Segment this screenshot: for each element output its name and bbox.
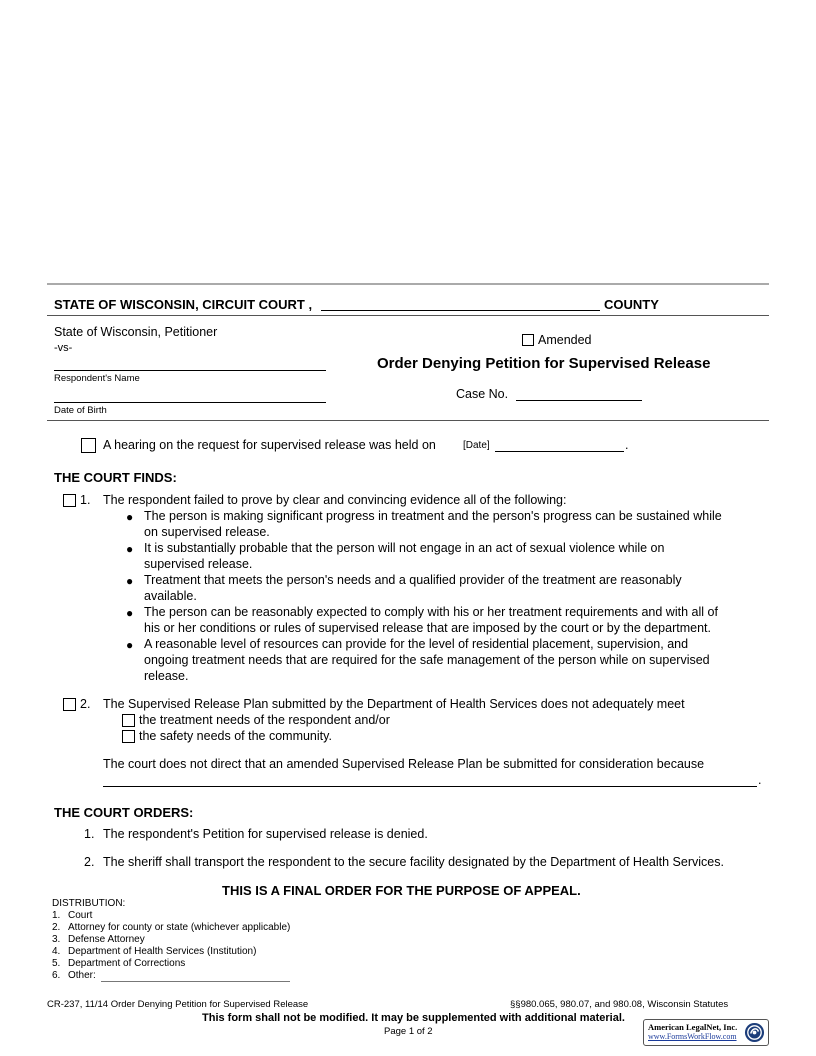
- finding-1-bullet-4-line-1: The person can be reasonably expected to comply with his or her treatment requirements and with all of: [144, 605, 718, 619]
- county-field[interactable]: [321, 310, 600, 311]
- distribution-number: 2.: [52, 922, 61, 933]
- legalnet-seal-icon: [744, 1022, 765, 1043]
- distribution-item: Department of Corrections: [68, 958, 186, 969]
- distribution-item: Department of Health Services (Institution): [68, 946, 257, 957]
- distribution-number: 4.: [52, 946, 61, 957]
- caption-rule: [47, 420, 769, 421]
- finding-1-bullet-1-line-2: on supervised release.: [144, 525, 270, 539]
- date-of-birth-field[interactable]: [54, 402, 326, 403]
- court-finds-heading: THE COURT FINDS:: [54, 470, 177, 485]
- distribution-item: Attorney for county or state (whichever applicable): [68, 922, 291, 933]
- logo-name: American LegalNet, Inc.: [648, 1022, 738, 1032]
- finding-1-checkbox[interactable]: [63, 494, 76, 507]
- order-1-text: The respondent's Petition for supervised release is denied.: [103, 827, 428, 841]
- finding-2-number: 2.: [80, 697, 91, 711]
- finding-1-bullet-3-line-2: available.: [144, 589, 197, 603]
- treatment-needs-checkbox[interactable]: [122, 714, 135, 727]
- form-title: Order Denying Petition for Supervised Release: [377, 355, 711, 372]
- finding-1-text: The respondent failed to prove by clear and convincing evidence all of the following:: [103, 493, 567, 507]
- court-heading: STATE OF WISCONSIN, CIRCUIT COURT ,: [54, 297, 313, 312]
- bullet-icon: ●: [126, 510, 134, 524]
- bullet-icon: ●: [126, 638, 134, 652]
- bullet-icon: ●: [126, 606, 134, 620]
- finding-1-bullet-3-line-1: Treatment that meets the person's needs and a qualified provider of the treatment are reasonably: [144, 573, 682, 587]
- vs-text: -vs-: [54, 342, 73, 354]
- court-orders-heading: THE COURT ORDERS:: [54, 805, 194, 820]
- safety-needs-checkbox[interactable]: [122, 730, 135, 743]
- order-2-number: 2.: [84, 855, 95, 869]
- hearing-date-field[interactable]: [495, 451, 624, 452]
- amended-checkbox[interactable]: [522, 334, 534, 346]
- respondent-name-label: Respondent's Name: [54, 373, 140, 384]
- finding-1-bullet-2-line-1: It is substantially probable that the person will not engage in an act of sexual violence while on: [144, 541, 665, 555]
- distribution-item: Other:: [68, 970, 96, 981]
- distribution-other-field[interactable]: [101, 981, 290, 982]
- date-of-birth-label: Date of Birth: [54, 405, 107, 416]
- amended-plan-period: .: [758, 773, 762, 787]
- county-label: COUNTY: [604, 297, 659, 312]
- finding-1-bullet-2-line-2: supervised release.: [144, 557, 253, 571]
- finding-1-number: 1.: [80, 493, 91, 507]
- amended-label: Amended: [538, 333, 592, 347]
- distribution-number: 3.: [52, 934, 61, 945]
- hearing-text: A hearing on the request for supervised release was held on: [103, 438, 436, 452]
- distribution-number: 6.: [52, 970, 61, 981]
- bullet-icon: ●: [126, 542, 134, 556]
- distribution-number: 5.: [52, 958, 61, 969]
- top-rule: [47, 283, 769, 285]
- distribution-heading: DISTRIBUTION:: [52, 898, 126, 909]
- logo-url[interactable]: www.FormsWorkFlow.com: [648, 1032, 737, 1041]
- distribution-item: Defense Attorney: [68, 934, 145, 945]
- finding-2-text: The Supervised Release Plan submitted by the Department of Health Services does not adequately meet: [103, 697, 685, 711]
- petitioner-text: State of Wisconsin, Petitioner: [54, 325, 218, 339]
- modification-notice: This form shall not be modified. It may be supplemented with additional material.: [202, 1012, 625, 1024]
- safety-needs-label: the safety needs of the community.: [139, 729, 332, 743]
- american-legalnet-logo: [643, 1019, 769, 1046]
- order-2-text: The sheriff shall transport the respondent to the secure facility designated by the Department of Health Services.: [103, 855, 724, 869]
- finding-1-bullet-1-line-1: The person is making significant progress in treatment and the person's progress can be sustained while: [144, 509, 722, 523]
- finding-2-checkbox[interactable]: [63, 698, 76, 711]
- distribution-item: Court: [68, 910, 93, 921]
- header-rule: [47, 315, 769, 316]
- final-order-statement: THIS IS A FINAL ORDER FOR THE PURPOSE OF APPEAL.: [222, 883, 581, 898]
- distribution-number: 1.: [52, 910, 61, 921]
- amended-plan-reason-field[interactable]: [103, 786, 757, 787]
- form-id: CR-237, 11/14 Order Denying Petition for Supervised Release: [47, 999, 309, 1010]
- case-no-label: Case No.: [456, 387, 509, 401]
- bullet-icon: ●: [126, 574, 134, 588]
- hearing-period: .: [625, 438, 629, 452]
- amended-plan-text: The court does not direct that an amended Supervised Release Plan be submitted for consideration because: [103, 757, 705, 771]
- finding-1-bullet-4-line-2: his or her conditions or rules of supervised release that are imposed by the court or by the department.: [144, 621, 711, 635]
- hearing-date-label: [Date]: [463, 440, 490, 451]
- treatment-needs-label: the treatment needs of the respondent and/or: [139, 713, 390, 727]
- finding-1-bullet-5-line-3: release.: [144, 669, 189, 683]
- page-number: Page 1 of 2: [384, 1026, 433, 1037]
- statutes: §§980.065, 980.07, and 980.08, Wisconsin Statutes: [510, 999, 729, 1010]
- order-1-number: 1.: [84, 827, 95, 841]
- finding-1-bullet-5-line-1: A reasonable level of resources can provide for the level of residential placement, supervision, and: [144, 637, 689, 651]
- respondent-name-field[interactable]: [54, 370, 326, 371]
- finding-1-bullet-5-line-2: ongoing treatment needs that are required for the safe management of the person while on supervised: [144, 653, 710, 667]
- case-no-field[interactable]: [516, 400, 642, 401]
- hearing-checkbox[interactable]: [81, 438, 96, 453]
